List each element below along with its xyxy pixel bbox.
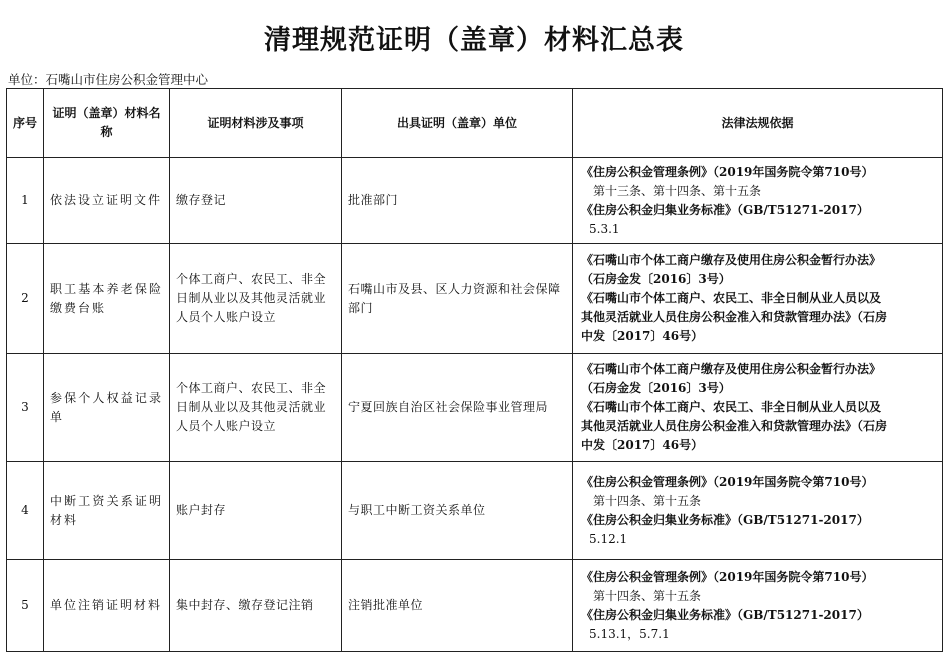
law-line: 《住房公积金管理条例》（2019年国务院令第710号） — [581, 474, 874, 489]
row-material-name: 中断工资关系证明材料 — [44, 462, 170, 560]
row-law — [573, 354, 943, 462]
law-line: 《住房公积金管理条例》（2019年国务院令第710号） — [581, 569, 874, 584]
page-title: 清理规范证明（盖章）材料汇总表 — [264, 25, 684, 56]
law-line: 第十三条、第十四条、第十五条 — [593, 183, 762, 198]
header-law: 法律法规依据 — [573, 89, 943, 158]
law-line: 其他灵活就业人员住房公积金准入和贷款管理办法》（石房 — [581, 419, 888, 433]
header-issuer: 出具证明（盖章）单位 — [342, 89, 573, 158]
law-line: （石房金发〔2016〕3号） — [581, 381, 731, 395]
row-issuer: 宁夏回族自治区社会保险事业管理局 — [342, 354, 573, 462]
table-row — [7, 158, 943, 244]
table-row — [7, 560, 943, 652]
unit-label: 单位：石嘴山市住房公积金管理中心 — [8, 72, 209, 87]
row-material-name: 参保个人权益记录单 — [44, 354, 170, 462]
law-line: 《住房公积金管理条例》（2019年国务院令第710号） — [581, 164, 874, 179]
law-line: 《石嘴山市个体工商户缴存及使用住房公积金暂行办法》 — [581, 253, 882, 267]
row-no: 4 — [7, 462, 44, 560]
law-line: 《石嘴山市个体工商户、农民工、非全日制从业人员以及 — [581, 291, 882, 305]
row-no: 5 — [7, 560, 44, 652]
law-line: 5.3.1 — [589, 221, 620, 236]
law-line: 《住房公积金归集业务标准》（GB/T51271-2017） — [581, 512, 869, 527]
row-no: 2 — [7, 244, 44, 354]
header-no: 序号 — [7, 89, 44, 158]
header-row — [7, 89, 943, 158]
law-line: 5.12.1 — [589, 531, 628, 546]
table-row — [7, 354, 943, 462]
row-issuer: 批准部门 — [342, 158, 573, 244]
law-line: 《石嘴山市个体工商户缴存及使用住房公积金暂行办法》 — [581, 362, 882, 376]
law-line: 中发〔2017〕46号） — [581, 438, 704, 452]
row-law — [573, 244, 943, 354]
law-line: 其他灵活就业人员住房公积金准入和贷款管理办法》（石房 — [581, 310, 888, 324]
table-row — [7, 244, 943, 354]
law-line: 《住房公积金归集业务标准》（GB/T51271-2017） — [581, 202, 869, 217]
row-law — [573, 560, 943, 652]
row-material-name: 职工基本养老保险缴费台账 — [44, 244, 170, 354]
law-line: 《住房公积金归集业务标准》（GB/T51271-2017） — [581, 607, 869, 622]
row-law — [573, 158, 943, 244]
row-no: 3 — [7, 354, 44, 462]
row-no: 1 — [7, 158, 44, 244]
law-line: 第十四条、第十五条 — [593, 588, 702, 603]
row-matter: 账户封存 — [170, 462, 342, 560]
table-row — [7, 462, 943, 560]
row-issuer: 石嘴山市及县、区人力资源和社会保障部门 — [342, 244, 573, 354]
row-matter: 个体工商户、农民工、非全日制从业以及其他灵活就业人员个人账户设立 — [170, 244, 342, 354]
row-matter: 个体工商户、农民工、非全日制从业以及其他灵活就业人员个人账户设立 — [170, 354, 342, 462]
row-matter: 集中封存、缴存登记注销 — [170, 560, 342, 652]
law-line: （石房金发〔2016〕3号） — [581, 272, 731, 286]
row-law — [573, 462, 943, 560]
row-material-name: 单位注销证明材料 — [44, 560, 170, 652]
header-matter: 证明材料涉及事项 — [170, 89, 342, 158]
law-line: 第十四条、第十五条 — [593, 493, 702, 508]
row-issuer: 注销批准单位 — [342, 560, 573, 652]
law-line: 5.13.1，5.7.1 — [589, 626, 670, 641]
law-line: 中发〔2017〕46号） — [581, 329, 704, 343]
row-material-name: 依法设立证明文件 — [44, 158, 170, 244]
summary-table — [6, 88, 943, 652]
header-material-name: 证明（盖章）材料名称 — [44, 89, 170, 158]
row-issuer: 与职工中断工资关系单位 — [342, 462, 573, 560]
law-line: 《石嘴山市个体工商户、农民工、非全日制从业人员以及 — [581, 400, 882, 414]
row-matter: 缴存登记 — [170, 158, 342, 244]
